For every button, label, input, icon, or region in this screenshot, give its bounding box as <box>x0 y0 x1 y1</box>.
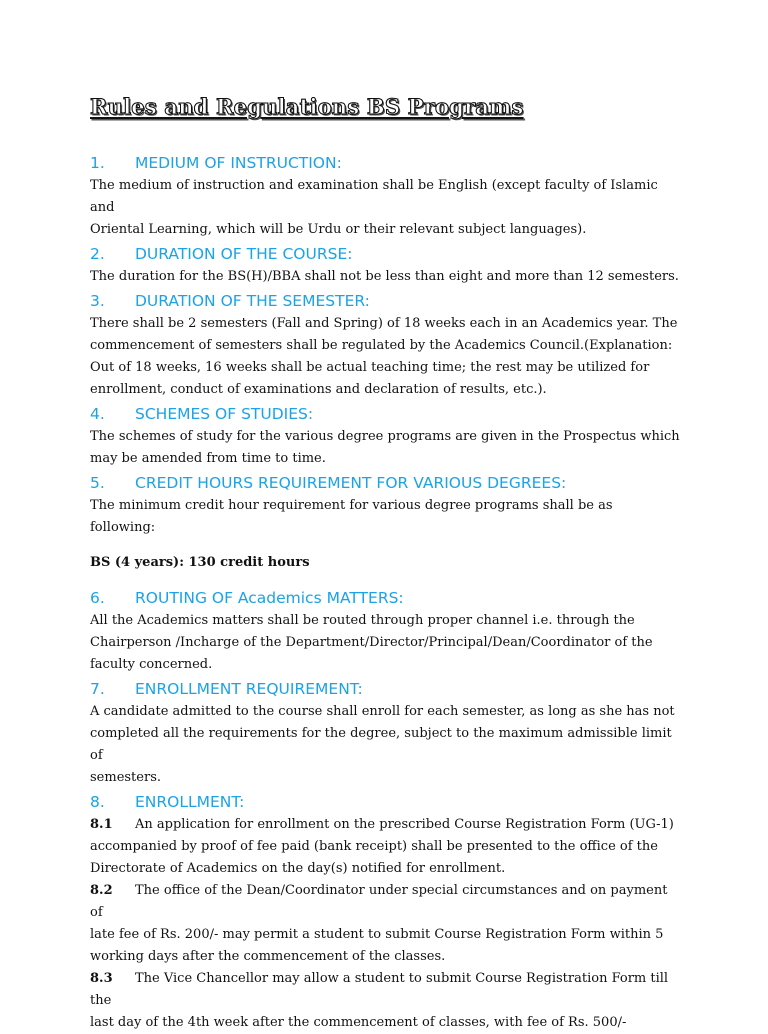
subitem-line <box>90 880 680 924</box>
subitem-number: 8.2 <box>90 883 113 898</box>
paragraph-line: A candidate admitted to the course shall enroll for each semester, as long as she has not <box>90 704 675 719</box>
document-body <box>90 150 680 1034</box>
section-number: 2. <box>90 245 105 263</box>
section-heading <box>90 678 680 700</box>
section-number: 7. <box>90 680 105 698</box>
section-title: SCHEMES OF STUDIES: <box>135 405 314 423</box>
subitem-text: The Vice Chancellor may allow a student to submit Course Registration Form till the <box>90 971 669 1008</box>
document-title: Rules and Regulations BS Programs <box>90 94 524 119</box>
subitem-line <box>90 968 680 1012</box>
paragraph-line: Oriental Learning, which will be Urdu or their relevant subject languages). <box>90 222 587 237</box>
section-number: 4. <box>90 405 105 423</box>
section-heading <box>90 243 680 265</box>
paragraph-line: faculty concerned. <box>90 657 213 672</box>
section-title: ENROLLMENT REQUIREMENT: <box>135 680 363 698</box>
section-number: 1. <box>90 154 105 172</box>
paragraph-line: completed all the requirements for the degree, subject to the maximum admissible limit of <box>90 726 672 763</box>
section-heading <box>90 403 680 425</box>
subitem-line: late fee of Rs. 200/- may permit a student to submit Course Registration Form within 5 <box>90 927 664 942</box>
section-title: MEDIUM OF INSTRUCTION: <box>135 154 342 172</box>
section-heading <box>90 587 680 609</box>
subitem-text: The office of the Dean/Coordinator under special circumstances and on payment of <box>90 883 668 920</box>
subitem-line <box>90 814 680 836</box>
paragraph-line: The duration for the BS(H)/BBA shall not be less than eight and more than 12 semesters. <box>90 269 679 284</box>
paragraph-line: semesters. <box>90 770 161 785</box>
paragraph-line: commencement of semesters shall be regulated by the Academics Council.(Explanation: <box>90 338 673 353</box>
paragraph-line: Chairperson /Incharge of the Department/Director/Principal/Dean/Coordinator of the <box>90 635 653 650</box>
paragraph-line: Out of 18 weeks, 16 weeks shall be actual teaching time; the rest may be utilized for <box>90 360 650 375</box>
section-heading <box>90 791 680 813</box>
paragraph-line: enrollment, conduct of examinations and declaration of results, etc.). <box>90 382 547 397</box>
subitem-line: Directorate of Academics on the day(s) notified for enrollment. <box>90 861 506 876</box>
subitem-line: last day of the 4th week after the commencement of classes, with fee of Rs. 500/- <box>90 1015 627 1030</box>
subitem-number: 8.1 <box>90 817 113 832</box>
paragraph-line: may be amended from time to time. <box>90 451 326 466</box>
section-number: 3. <box>90 292 105 310</box>
section-title: ENROLLMENT: <box>135 793 245 811</box>
subitem-line: working days after the commencement of the classes. <box>90 949 446 964</box>
section-heading <box>90 472 680 494</box>
subitem-text: An application for enrollment on the prescribed Course Registration Form (UG-1) <box>135 817 674 832</box>
section-title: DURATION OF THE SEMESTER: <box>135 292 370 310</box>
paragraph-line: The minimum credit hour requirement for various degree programs shall be as following: <box>90 498 613 535</box>
paragraph-line: The medium of instruction and examination shall be English (except faculty of Islamic and <box>90 178 658 215</box>
section-heading <box>90 152 680 174</box>
section-number: 5. <box>90 474 105 492</box>
section-number: 8. <box>90 793 105 811</box>
paragraph-line: There shall be 2 semesters (Fall and Spring) of 18 weeks each in an Academics year. The <box>90 316 678 331</box>
paragraph-line: The schemes of study for the various degree programs are given in the Prospectus which <box>90 429 680 444</box>
section-title: ROUTING OF Academics MATTERS: <box>135 589 404 607</box>
subitem-line: accompanied by proof of fee paid (bank receipt) shall be presented to the office of the <box>90 839 658 854</box>
section-number: 6. <box>90 589 105 607</box>
paragraph-line: All the Academics matters shall be routed through proper channel i.e. through the <box>90 613 635 628</box>
subitem-number: 8.3 <box>90 971 113 986</box>
section-title: DURATION OF THE COURSE: <box>135 245 353 263</box>
bold-line: BS (4 years): 130 credit hours <box>90 555 310 570</box>
section-heading <box>90 290 680 312</box>
section-title: CREDIT HOURS REQUIREMENT FOR VARIOUS DEGREES: <box>135 474 567 492</box>
